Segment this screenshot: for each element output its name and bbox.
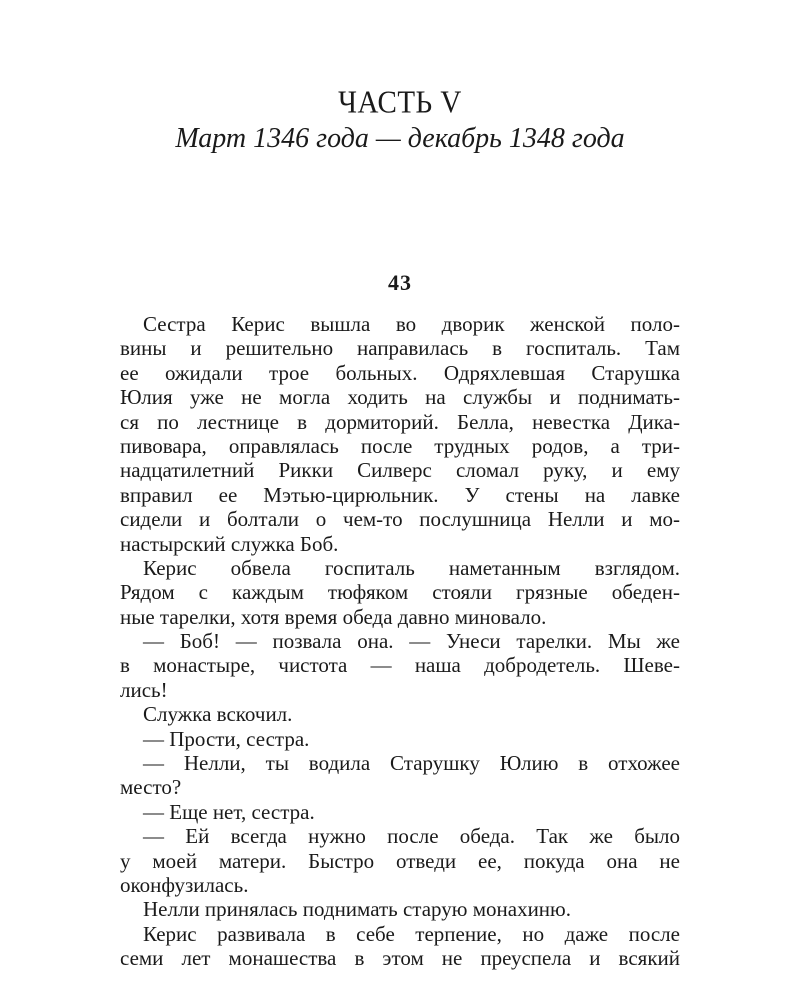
text-line: ные тарелки, хотя время обеда давно миновало. [120,604,547,629]
text-line: ся по лестнице в дормиторий. Белла, невестка Дика- [120,409,680,434]
text-line: — Прости, сестра. [143,726,310,751]
text-line: Нелли принялась поднимать старую монахиню. [143,897,571,922]
text-line: семи лет монашества в этом не преуспела и всякий [120,946,680,971]
text-line: Сестра Керис вышла во дворик женской поло- [143,312,680,336]
part-heading [0,86,800,156]
text-line: Рядом с каждым тюфяком стояли грязные обеден- [120,580,680,605]
text-line: вправил ее Мэтью-цирюльник. У стены на лавке [120,482,680,507]
text-line: вины и решительно направилась в госпиталь. Там [120,336,680,361]
part-title: ЧАСТЬ V [338,85,462,121]
text-line: настырский служка Боб. [120,531,339,556]
text-line: — Ей всегда нужно после обеда. Так же было [143,824,680,849]
text-line: лись! [120,677,168,702]
text-line: сидели и болтали о чем-то послушница Нелли и мо- [120,507,680,532]
text-line: в монастыре, чистота — наша добродетель. Шеве- [120,653,680,678]
text-line: Служка вскочил. [143,702,293,727]
text-line: у моей матери. Быстро отведи ее, покуда она не [120,848,680,873]
text-line: место? [120,775,182,800]
text-line: — Нелли, ты водила Старушку Юлию в отхожее [143,751,680,776]
text-line: Керис развивала в себе терпение, но даже после [143,921,680,946]
chapter-number: 43 [388,270,412,295]
text-line: надцатилетний Рикки Силверс сломал руку, и ему [120,458,680,483]
text-line: Юлия уже не могла ходить на службы и поднимать- [120,385,680,410]
text-line: — Еще нет, сестра. [143,799,315,824]
chapter-body-text [120,312,680,971]
part-subtitle: Март 1346 года — декабрь 1348 года [175,123,625,154]
text-line: ее ожидали трое больных. Одряхлевшая Старушка [120,360,680,385]
text-line: — Боб! — позвала она. — Унеси тарелки. Мы же [143,629,680,654]
text-line: пивовара, оправлялась после трудных родов, а три- [120,433,680,458]
text-line: оконфузилась. [120,872,249,897]
text-line: Керис обвела госпиталь наметанным взглядом. [143,555,680,580]
